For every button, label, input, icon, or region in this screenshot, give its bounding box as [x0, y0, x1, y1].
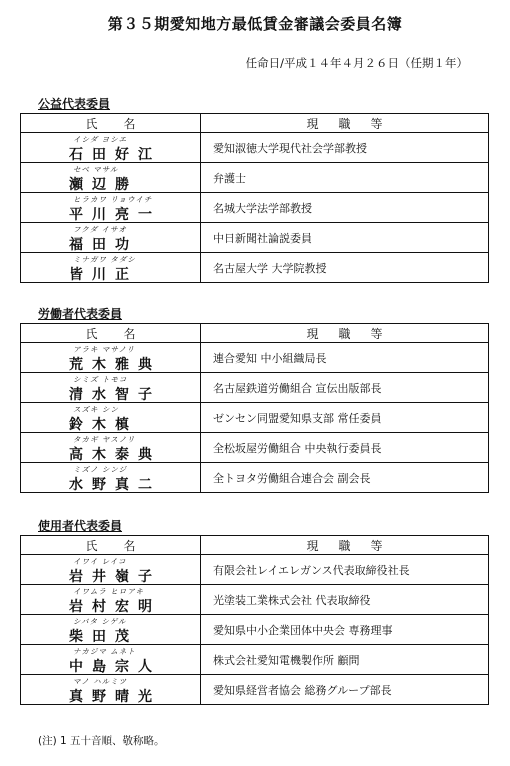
table-row [21, 645, 489, 675]
table-row [21, 133, 489, 163]
member-position: 全松坂屋労働組合 中央執行委員長 [201, 433, 489, 463]
member-name-cell [21, 463, 201, 493]
table-header-row [21, 324, 489, 343]
member-name-cell [21, 585, 201, 615]
member-furigana: セベ マサル [73, 165, 119, 174]
section-title-labor: 労働者代表委員 [38, 307, 123, 321]
member-position: 愛知淑徳大学現代社会学部教授 [201, 133, 489, 163]
member-name-cell [21, 403, 201, 433]
column-header-position: 現職等 [201, 324, 489, 343]
member-name-cell [21, 615, 201, 645]
member-name: 水野真二 [69, 477, 161, 493]
member-position: 光塗装工業株式会社 代表取締役 [201, 585, 489, 615]
member-name: 柴田茂 [69, 629, 138, 645]
member-name: 清水智子 [69, 387, 161, 403]
member-position: 中日新聞社論説委員 [201, 223, 489, 253]
member-name: 瀬辺勝 [69, 177, 138, 193]
member-name: 平川亮一 [69, 207, 161, 223]
member-name-cell [21, 675, 201, 705]
table-row [21, 433, 489, 463]
column-header-name: 氏名 [21, 324, 201, 343]
member-furigana: アラキ マサノリ [73, 345, 136, 354]
roster-table-public [20, 113, 489, 283]
member-name: 中島宗人 [69, 659, 161, 675]
column-header-position: 現職等 [201, 536, 489, 555]
column-header-position: 現職等 [201, 114, 489, 133]
table-row [21, 555, 489, 585]
member-name: 石田好江 [69, 147, 161, 163]
roster-table-labor [20, 323, 489, 493]
member-position: 愛知県中小企業団体中央会 専務理事 [201, 615, 489, 645]
roster-table-employer [20, 535, 489, 705]
table-row [21, 253, 489, 283]
member-position: 連合愛知 中小組織局長 [201, 343, 489, 373]
member-name-cell [21, 223, 201, 253]
table-header-row [21, 114, 489, 133]
member-name: 鈴木槙 [69, 417, 138, 433]
table-row [21, 163, 489, 193]
table-row [21, 343, 489, 373]
member-name-cell [21, 645, 201, 675]
member-name-cell [21, 133, 201, 163]
member-name-cell [21, 555, 201, 585]
table-header-row [21, 536, 489, 555]
member-furigana: ミズノ シンジ [73, 465, 128, 474]
member-position: ゼンセン同盟愛知県支部 常任委員 [201, 403, 489, 433]
column-header-name: 氏名 [21, 114, 201, 133]
table-row [21, 463, 489, 493]
member-name-cell [21, 433, 201, 463]
member-name: 福田功 [69, 237, 138, 253]
member-position: 名古屋鉄道労働組合 宣伝出版部長 [201, 373, 489, 403]
member-furigana: イシダ ヨシエ [73, 135, 128, 144]
column-header-name: 氏名 [21, 536, 201, 555]
member-position: 愛知県経営者協会 総務グループ部長 [201, 675, 489, 705]
member-position: 名城大学法学部教授 [201, 193, 489, 223]
table-row [21, 615, 489, 645]
member-furigana: マノ ハルミツ [73, 677, 128, 686]
member-position: 弁護士 [201, 163, 489, 193]
member-name-cell [21, 373, 201, 403]
member-furigana: フクダ イサオ [73, 225, 127, 234]
member-name: 真野晴光 [69, 689, 161, 705]
footnote: (注) 1 五十音順、敬称略。 [38, 735, 165, 747]
member-name-cell [21, 163, 201, 193]
member-furigana: ミナガワ タダシ [73, 255, 136, 264]
member-position: 有限会社レイエレガンス代表取締役社長 [201, 555, 489, 585]
member-name-cell [21, 343, 201, 373]
table-row [21, 223, 489, 253]
member-position: 全トヨタ労働組合連合会 副会長 [201, 463, 489, 493]
member-furigana: シバタ シゲル [73, 617, 127, 626]
member-position: 株式会社愛知電機製作所 顧問 [201, 645, 489, 675]
member-name: 皆川正 [69, 267, 138, 283]
table-row [21, 193, 489, 223]
member-furigana: シミズ トモコ [73, 375, 128, 384]
member-name: 岩村宏明 [69, 599, 161, 615]
table-row [21, 403, 489, 433]
member-name: 荒木雅典 [69, 357, 161, 373]
section-title-employer: 使用者代表委員 [38, 519, 123, 533]
member-furigana: ナカジマ ムネト [73, 647, 136, 656]
member-name-cell [21, 193, 201, 223]
member-furigana: イワイ レイコ [73, 557, 127, 566]
member-furigana: ヒラカワ リョウイチ [73, 195, 153, 204]
member-position: 名古屋大学 大学院教授 [201, 253, 489, 283]
table-row [21, 585, 489, 615]
member-name: 高木泰典 [69, 447, 161, 463]
table-row [21, 373, 489, 403]
page-title: 第３５期愛知地方最低賃金審議会委員名簿 [107, 15, 403, 33]
member-furigana: スズキ シン [73, 405, 119, 414]
table-row [21, 675, 489, 705]
member-furigana: イワムラ ヒロアキ [73, 587, 145, 596]
member-name: 岩井嶺子 [69, 569, 161, 585]
member-name-cell [21, 253, 201, 283]
member-furigana: タカギ ヤスノリ [73, 435, 136, 444]
appointment-date: 任命日/平成１４年４月２６日（任期１年） [245, 56, 468, 70]
section-title-public: 公益代表委員 [38, 97, 111, 111]
